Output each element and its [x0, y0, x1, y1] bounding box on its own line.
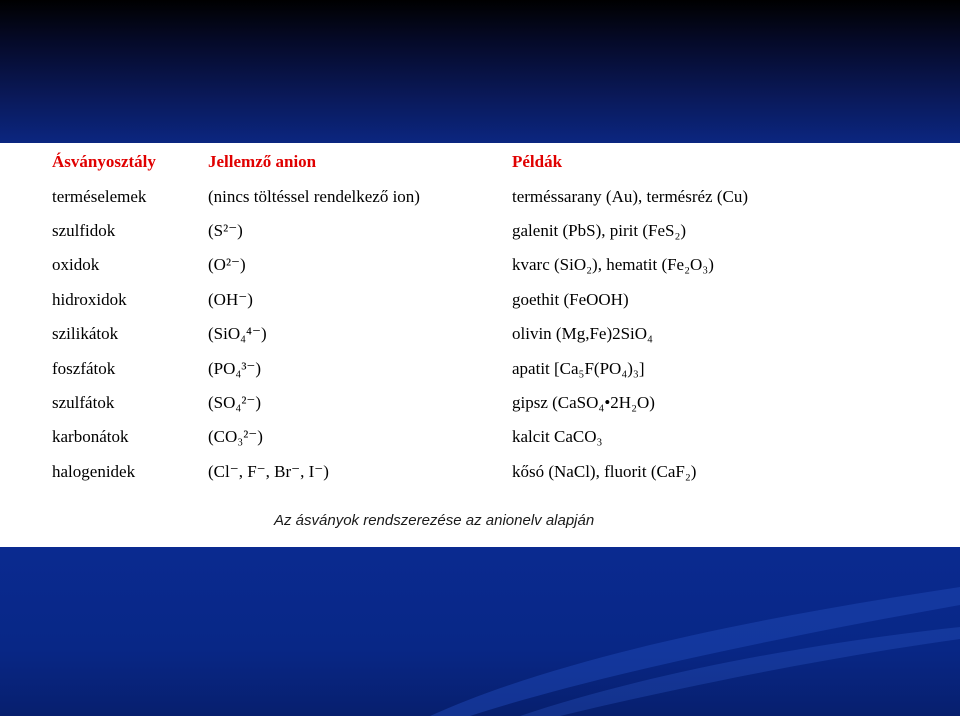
table-row	[52, 420, 812, 454]
cell-class: karbonátok	[52, 427, 129, 447]
cell-anion: (PO₄³⁻)	[208, 358, 262, 378]
cell-class: szilikátok	[52, 324, 119, 344]
top-background-band	[0, 0, 960, 143]
cell-examples: apatit [Ca₅F(PO₄)₃]	[512, 358, 645, 378]
mineral-classification-table	[52, 145, 812, 489]
cell-anion: (S²⁻)	[208, 220, 243, 240]
table-row	[52, 386, 812, 420]
table-row	[52, 283, 812, 317]
table-row	[52, 351, 812, 385]
cell-class: szulfidok	[52, 220, 116, 240]
cell-class: oxidok	[52, 255, 100, 275]
table-row	[52, 248, 812, 282]
table-row	[52, 317, 812, 351]
cell-examples: kalcit CaCO₃	[512, 427, 603, 447]
header-anion: Jellemző anion	[208, 152, 317, 172]
cell-anion: (CO₃²⁻)	[208, 427, 263, 447]
cell-anion: (nincs töltéssel rendelkező ion)	[208, 186, 420, 206]
cell-examples: gipsz (CaSO₄•2H₂O)	[512, 392, 655, 412]
cell-examples: kősó (NaCl), fluorit (CaF₂)	[512, 461, 697, 481]
header-mineral-class: Ásványosztály	[52, 152, 156, 172]
cell-anion: (SO₄²⁻)	[208, 392, 262, 412]
cell-class: foszfátok	[52, 358, 116, 378]
cell-examples: terméssarany (Au), termésréz (Cu)	[512, 186, 749, 206]
cell-examples: olivin (Mg,Fe)2SiO₄	[512, 324, 653, 344]
cell-anion: (O²⁻)	[208, 255, 246, 275]
cell-class: szulfátok	[52, 392, 115, 412]
slide-content	[0, 143, 960, 547]
cell-class: terméselemek	[52, 186, 147, 206]
cell-anion: (SiO₄⁴⁻)	[208, 324, 267, 344]
header-examples: Példák	[512, 152, 563, 172]
table-header-row	[52, 145, 812, 179]
cell-examples: kvarc (SiO₂), hematit (Fe₂O₃)	[512, 255, 714, 275]
decorative-swoosh	[0, 547, 960, 716]
table-row	[52, 214, 812, 248]
cell-examples: goethit (FeOOH)	[512, 289, 629, 309]
cell-class: hidroxidok	[52, 289, 127, 309]
cell-class: halogenidek	[52, 461, 136, 481]
bottom-background-band	[0, 547, 960, 716]
table-row	[52, 179, 812, 213]
cell-examples: galenit (PbS), pirit (FeS₂)	[512, 220, 687, 240]
cell-anion: (OH⁻)	[208, 289, 253, 309]
cell-anion: (Cl⁻, F⁻, Br⁻, I⁻)	[208, 461, 329, 481]
table-caption: Az ásványok rendszerezése az anionelv alapján	[274, 512, 595, 529]
table-row	[52, 455, 812, 489]
